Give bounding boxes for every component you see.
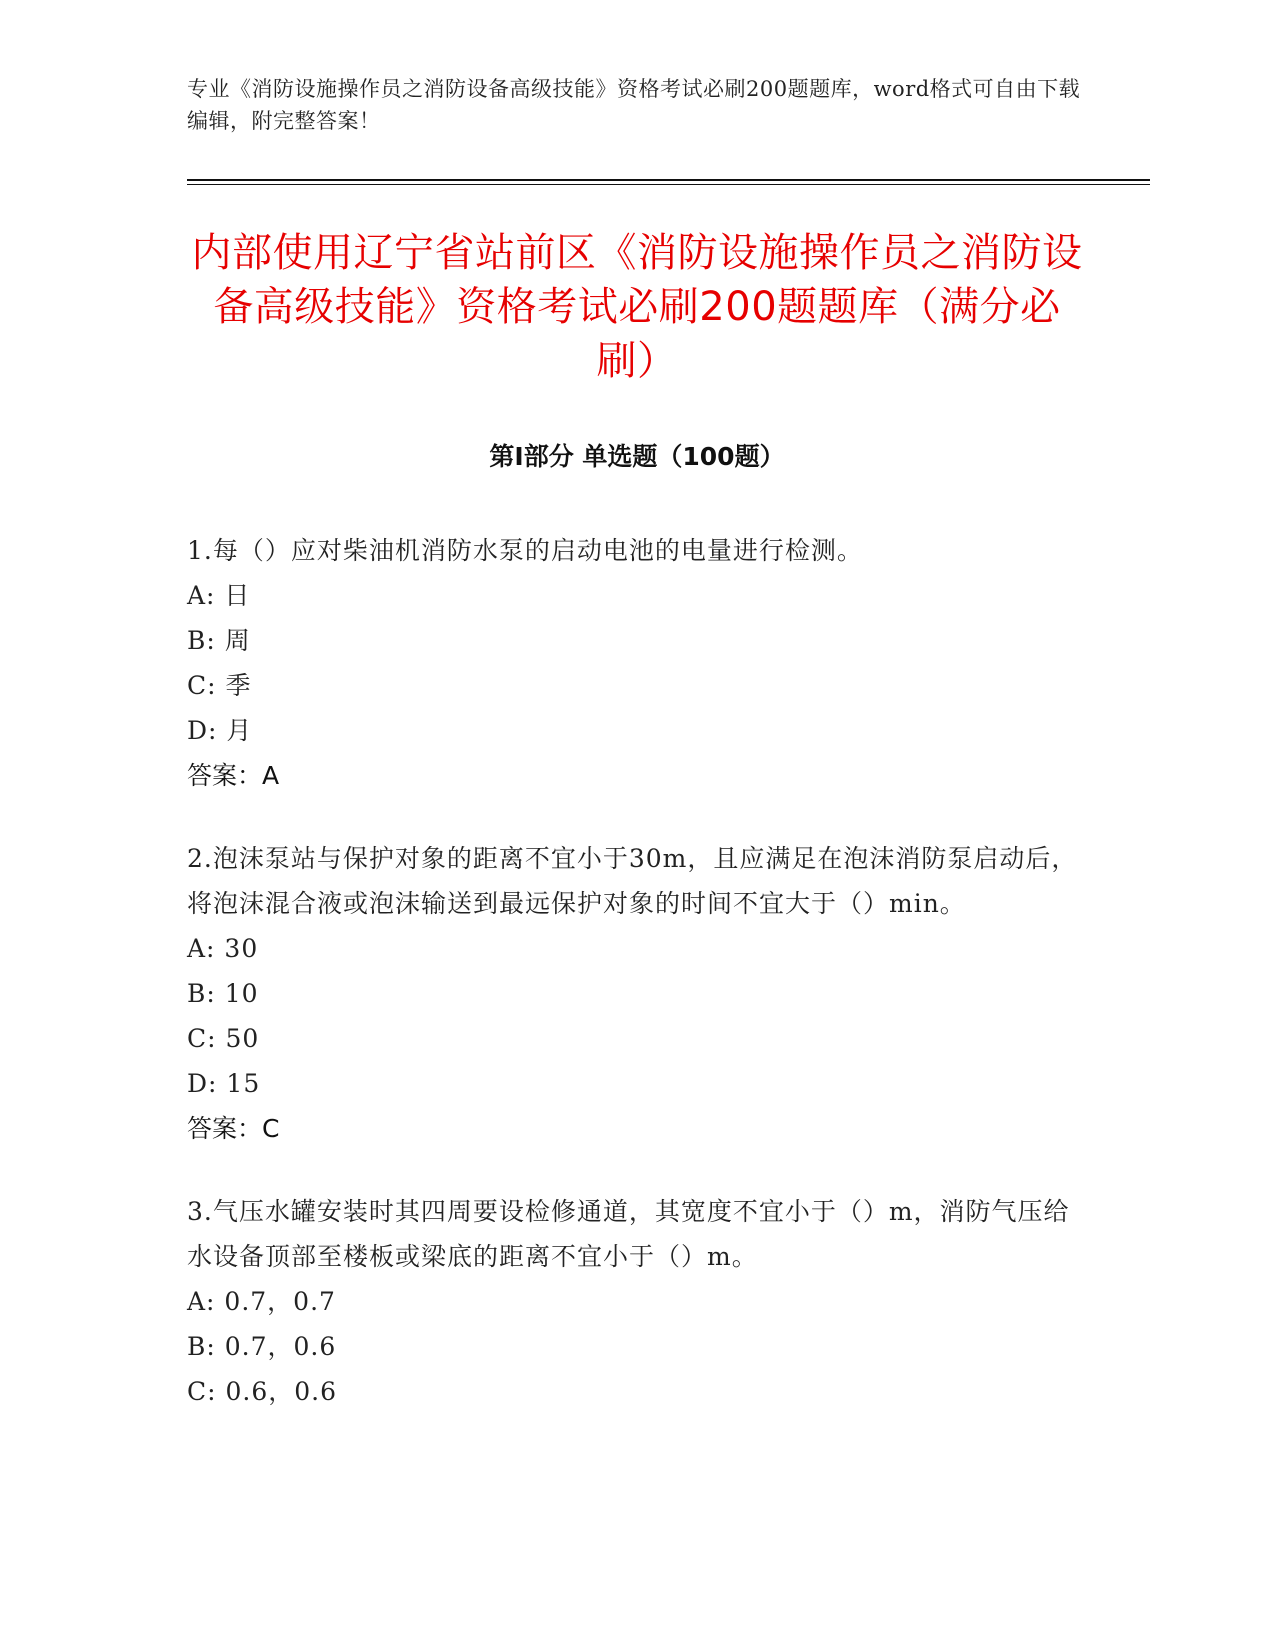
question-list [187, 528, 1087, 1452]
document-title: 内部使用辽宁省站前区《消防设施操作员之消防设备高级技能》资格考试必刷200题题库（满分必刷） [191, 230, 1083, 384]
option-a: A: 30 [187, 934, 259, 963]
option-d: D: 15 [187, 1069, 261, 1098]
answer: 答案：C [187, 1114, 280, 1143]
header-divider-thin [187, 184, 1150, 185]
option-a: A: 0.7，0.7 [187, 1287, 336, 1316]
header-divider-thick [187, 179, 1150, 181]
question-text: 1.每（）应对柴油机消防水泵的启动电池的电量进行检测。 [187, 536, 863, 565]
option-b: B: 0.7，0.6 [187, 1332, 337, 1361]
section-title: 第Ⅰ部分 单选题（100题） [489, 442, 785, 471]
option-c: C: 季 [187, 671, 252, 700]
option-c: C: 50 [187, 1024, 260, 1053]
question-2 [187, 836, 1087, 1151]
answer: 答案：A [187, 761, 280, 790]
option-a: A: 日 [187, 581, 251, 610]
header-note: 专业《消防设施操作员之消防设备高级技能》资格考试必刷200题题库，word格式可自由下载编辑，附完整答案！ [187, 77, 1081, 133]
question-text: 2.泡沫泵站与保护对象的距离不宜小于30m，且应满足在泡沫消防泵启动后，将泡沫混合液或泡沫输送到最远保护对象的时间不宜大于（）min。 [187, 844, 1078, 918]
option-d: D: 月 [187, 716, 253, 745]
option-c: C: 0.6，0.6 [187, 1377, 338, 1406]
question-text: 3.气压水罐安装时其四周要设检修通道，其宽度不宜小于（）m，消防气压给水设备顶部至楼板或梁底的距离不宜小于（）m。 [187, 1197, 1070, 1271]
option-b: B: 周 [187, 626, 251, 655]
question-3 [187, 1189, 1087, 1414]
option-b: B: 10 [187, 979, 259, 1008]
question-1 [187, 528, 1087, 798]
